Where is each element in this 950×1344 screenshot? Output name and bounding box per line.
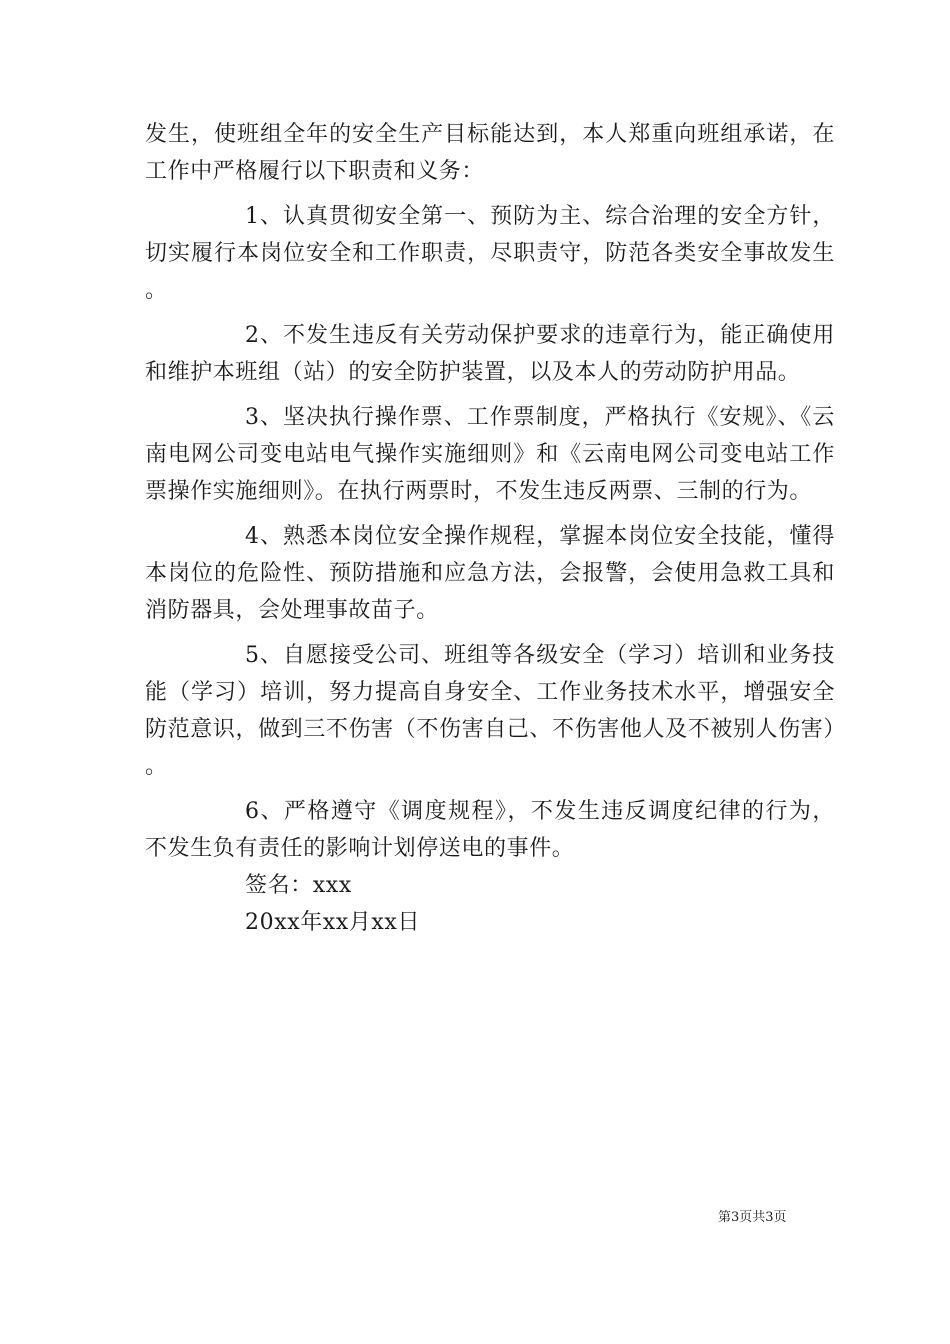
duty-item-1: 1、认真贯彻安全第一、预防为主、综合治理的安全方针，切实履行本岗位安全和工作职责，尽职责守，防范各类安全事故发生。 — [145, 204, 835, 303]
document-body — [145, 116, 835, 941]
duty-item-5: 5、自愿接受公司、班组等各级安全（学习）培训和业务技能（学习）培训，努力提高自身安全、工作业务技术水平，增强安全防范意识，做到三不伤害（不伤害自己、不伤害他人及不被别人伤害）。 — [145, 643, 835, 779]
duty-item-2: 2、不发生违反有关劳动保护要求的违章行为，能正确使用和维护本班组（站）的安全防护装置，以及本人的劳动防护用品。 — [145, 323, 835, 385]
signature-line: 签名：xxx — [245, 873, 352, 898]
duty-item-6: 6、严格遵守《调度规程》，不发生违反调度纪律的行为，不发生负有责任的影响计划停送电的事件。 — [145, 799, 835, 861]
page-number-footer: 第3页共3页 — [718, 1210, 787, 1225]
date-line: 20xx年xx月xx日 — [245, 910, 421, 935]
duty-item-4: 4、熟悉本岗位安全操作规程，掌握本岗位安全技能，懂得本岗位的危险性、预防措施和应急方法，会报警，会使用急救工具和消防器具，会处理事故苗子。 — [145, 524, 835, 623]
intro-paragraph: 发生，使班组全年的安全生产目标能达到，本人郑重向班组承诺，在工作中严格履行以下职责和义务： — [145, 122, 835, 184]
duty-item-3: 3、坚决执行操作票、工作票制度，严格执行《安规》、《云南电网公司变电站电气操作实施细则》和《云南电网公司变电站工作票操作实施细则》。在执行两票时，不发生违反两票、三制的行为。 — [145, 405, 835, 504]
